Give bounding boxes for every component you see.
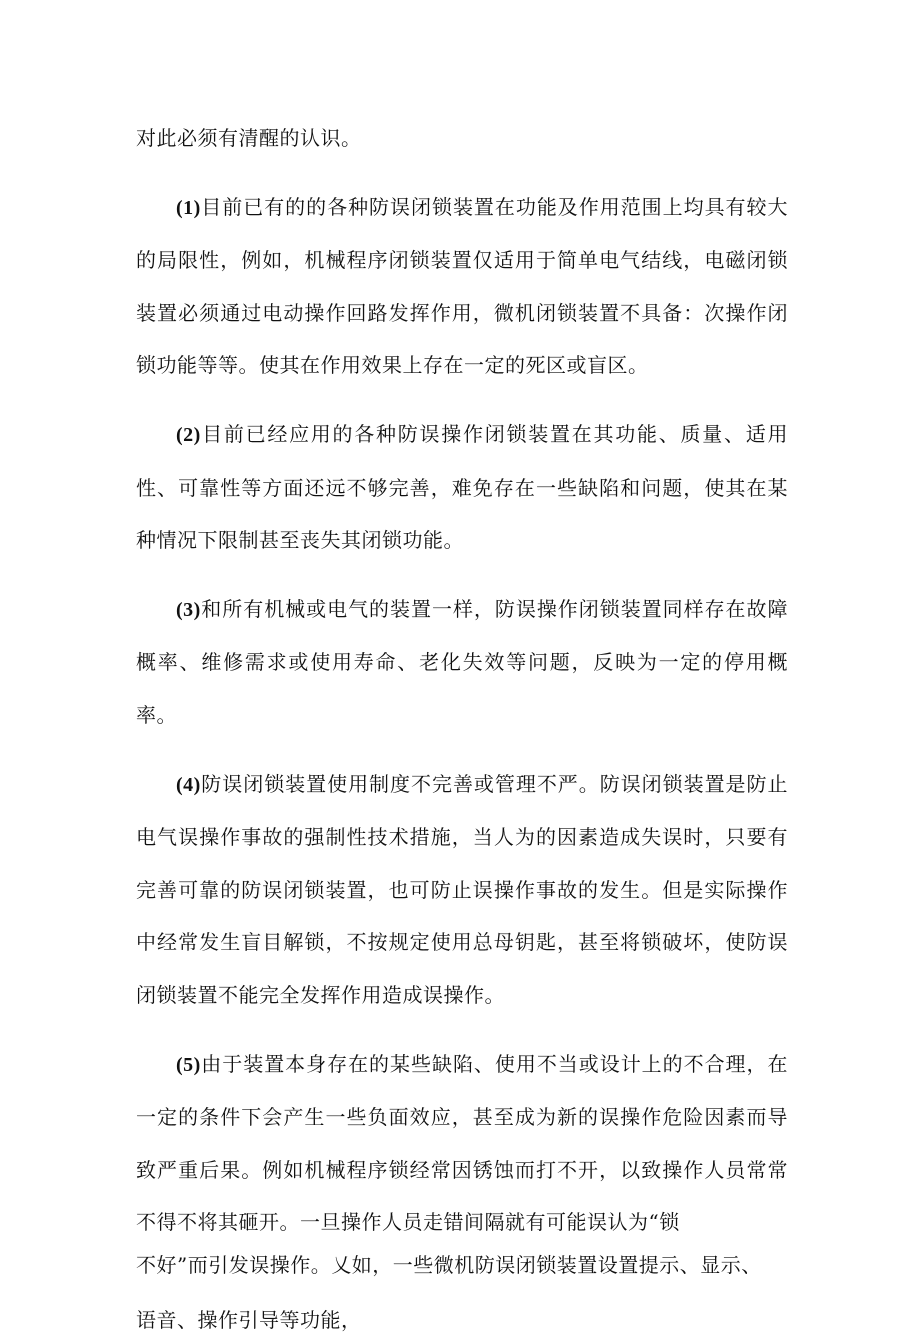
paragraph-gap <box>136 392 788 408</box>
paragraph-item-1 <box>136 181 788 392</box>
paragraph-intro <box>136 112 788 165</box>
item-number: (5) <box>176 1053 201 1076</box>
paragraph-text: 防误闭锁装置使用制度不完善或管理不严。防误闭锁装置是防止电气误操作事故的强制性技术措施，当人为的因素造成失误时，只要有完善可靠的防误闭锁装置，也可防止误操作事故的发生。但是实际操作中经常发生盲目解锁，不按规定使用总母钥匙，甚至将锁破坏，使防误闭锁装置不能完全发挥作用造成误操作。 <box>136 771 788 1007</box>
paragraph-text: 和所有机械或电气的装置一样，防误操作闭锁装置同样存在故障概率、维修需求或使用寿命、老化失效等问题，反映为一定的停用概率。 <box>136 596 788 727</box>
paragraph-gap <box>136 1022 788 1038</box>
paragraph-gap <box>136 742 788 758</box>
item-number: (4) <box>176 773 201 796</box>
paragraph-item-4 <box>136 758 788 1022</box>
paragraph-item-2 <box>136 408 788 567</box>
document-body <box>136 112 788 1333</box>
item-number: (1) <box>176 196 201 219</box>
paragraph-item-5 <box>136 1038 788 1249</box>
paragraph-item-3 <box>136 583 788 742</box>
paragraph-text: 对此必须有清醒的认识。 <box>136 126 362 150</box>
paragraph-gap <box>136 567 788 583</box>
text-line: 语音、操作引导等功能， <box>136 1307 362 1332</box>
paragraph-text: 由于装置本身存在的某些缺陷、使用不当或设计上的不合理，在一定的条件下会产生一些负面效应，甚至成为新的误操作危险因素而导致严重后果。例如机械程序锁经常因锈蚀而打不开，以致操作人员常常不得不将其砸开。一旦操作人员走错间隔就有可能误认为“锁 <box>136 1051 788 1235</box>
paragraph-text: 目前已有的的各种防误闭锁装置在功能及作用范围上均具有较大的局限性，例如，机械程序闭锁装置仅适用于简单电气结线，电磁闭锁装置必须通过电动操作回路发挥作用，微机闭锁装置不具备：次操作闭锁功能等等。使其在作用效果上存在一定的死区或盲区。 <box>136 194 788 378</box>
text-line: 不好”而引发误操作。乂如，一些微机防误闭锁装置设置提示、显示、 <box>136 1252 762 1277</box>
item-number: (2) <box>176 423 201 446</box>
paragraph-text: 目前已经应用的各种防误操作闭锁装置在其功能、质量、适用性、可靠性等方面还远不够完善，难免存在一些缺陷和问题，使其在某种情况下限制甚至丧失其闭锁功能。 <box>136 421 788 553</box>
item-number: (3) <box>176 598 201 621</box>
paragraph-gap <box>136 165 788 181</box>
